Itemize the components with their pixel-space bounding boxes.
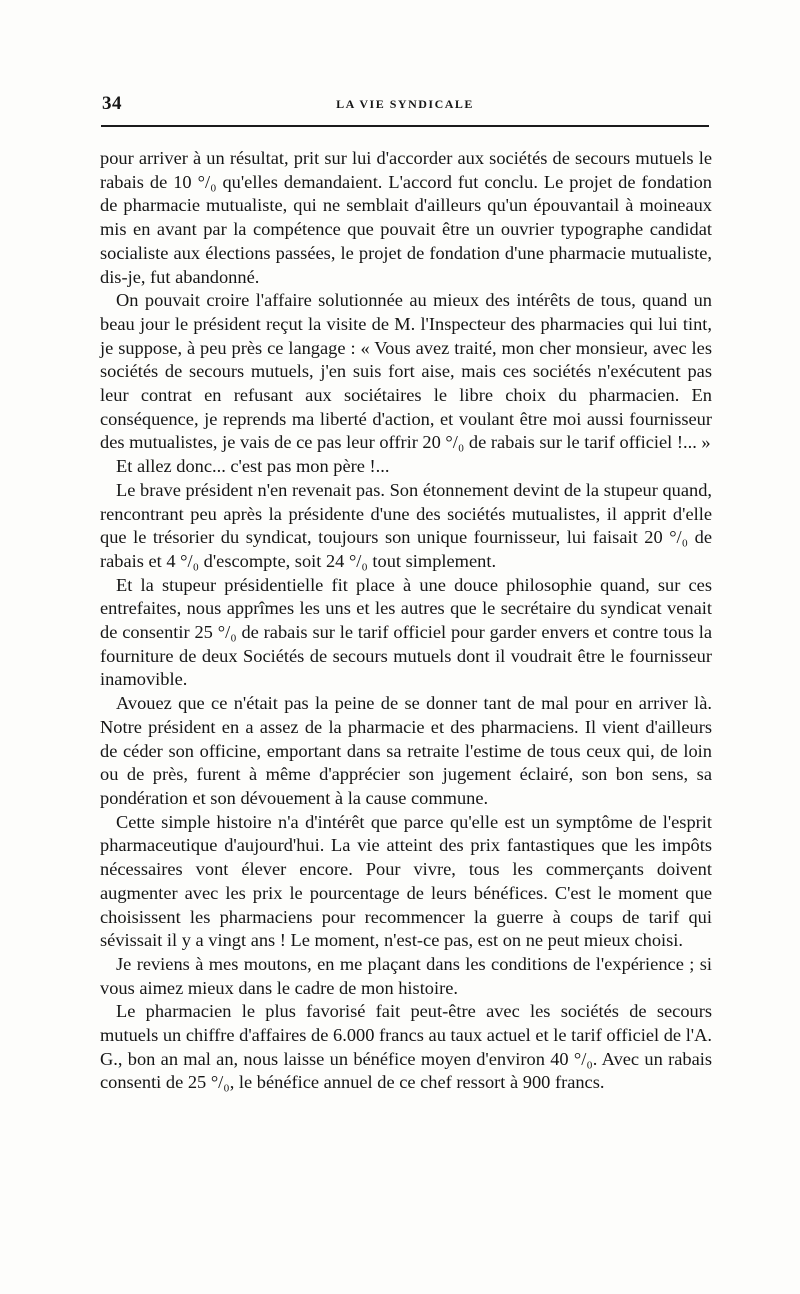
paragraph: Et la stupeur présidentielle fit place à une douce philosophie quand, sur ces entrefaites, nous apprîmes les uns et les autres que le secrétaire du syndicat venait de consentir 25 °/₀ de rabais sur le tarif officiel pour garder envers et contre tous la fourniture de deux Sociétés de secours mutuels dont il voudrait être le fournisseur inamovible. [100,574,712,690]
paragraph: Avouez que ce n'était pas la peine de se donner tant de mal pour en arriver là. Notre président en a assez de la pharmacie et des pharmaciens. Il vient d'ailleurs de céder son officine, emportant dans sa retraite l'estime de tous ceux qui, de loin ou de près, furent à même d'apprécier son jugement éclairé, son bon sens, sa pondération et son dévouement à la cause commune. [100,693,712,808]
paragraph: pour arriver à un résultat, prit sur lui d'accorder aux sociétés de secours mutuels le rabais de 10 °/₀ qu'elles demandaient. L'accord fut conclu. Le projet de fondation de pharmacie mutualiste, qui ne semblait d'ailleurs qu'un épouvantail à moineaux mis en avant par la compétence que pouvait être un ouvrier typographe candidat socialiste aux élections passées, le projet de fondation d'une pharmacie mutualiste, dis-je, fut abandonné. [100,148,712,287]
page-header [100,93,710,115]
paragraph: Le pharmacien le plus favorisé fait peut-être avec les sociétés de secours mutuels un chiffre d'affaires de 6.000 francs au taux actuel et le tarif officiel de l'A. G., bon an mal an, nous laisse un bénéfice moyen d'environ 40 °/₀. Avec un rabais consenti de 25 °/₀, le bénéfice annuel de ce chef ressort à 900 francs. [100,1001,712,1093]
paragraph: Cette simple histoire n'a d'intérêt que parce qu'elle est un symptôme de l'esprit pharmaceutique d'aujourd'hui. La vie atteint des prix fantastiques que les impôts nécessaires vont élever encore. Pour vivre, tous les commerçants doivent augmenter avec les prix le pourcentage de leurs bénéfices. C'est le moment que choisissent les pharmaciens pour recommencer la guerre à coups de tarif qui sévissait il y a vingt ans ! Le moment, n'est-ce pas, est on ne peut mieux choisi. [100,811,712,951]
page-number: 34 [102,93,122,114]
running-title: LA VIE SYNDICALE [336,97,474,111]
body-text [100,147,712,1095]
paragraph: On pouvait croire l'affaire solutionnée au mieux des intérêts de tous, quand un beau jour le président reçut la visite de M. l'Inspecteur des pharmacies qui lui tint, je suppose, à peu près ce langage : « Vous avez traité, mon cher monsieur, avec les sociétés de secours mutuels, j'en suis fort aise, mais ces sociétés n'exécutent pas leur contrat en refusant aux sociétaires le libre choix du pharmacien. En conséquence, je reprends ma liberté d'action, et voulant être moi aussi fournisseur des mutualistes, je vais de ce pas leur offrir 20 °/₀ de rabais sur le tarif officiel !... » [100,290,712,453]
paragraph: Le brave président n'en revenait pas. Son étonnement devint de la stupeur quand, rencontrant peu après la présidente d'une des sociétés mutualistes, il apprit d'elle que le trésorier du syndicat, toujours son unique fournisseur, lui faisait 20 °/₀ de rabais et 4 °/₀ d'escompte, soit 24 °/₀ tout simplement. [100,479,712,571]
paragraph: Je reviens à mes moutons, en me plaçant dans les conditions de l'expérience ; si vous aimez mieux dans le cadre de mon histoire. [100,953,712,998]
header-rule [101,125,709,127]
paragraph: Et allez donc... c'est pas mon père !... [116,456,390,477]
